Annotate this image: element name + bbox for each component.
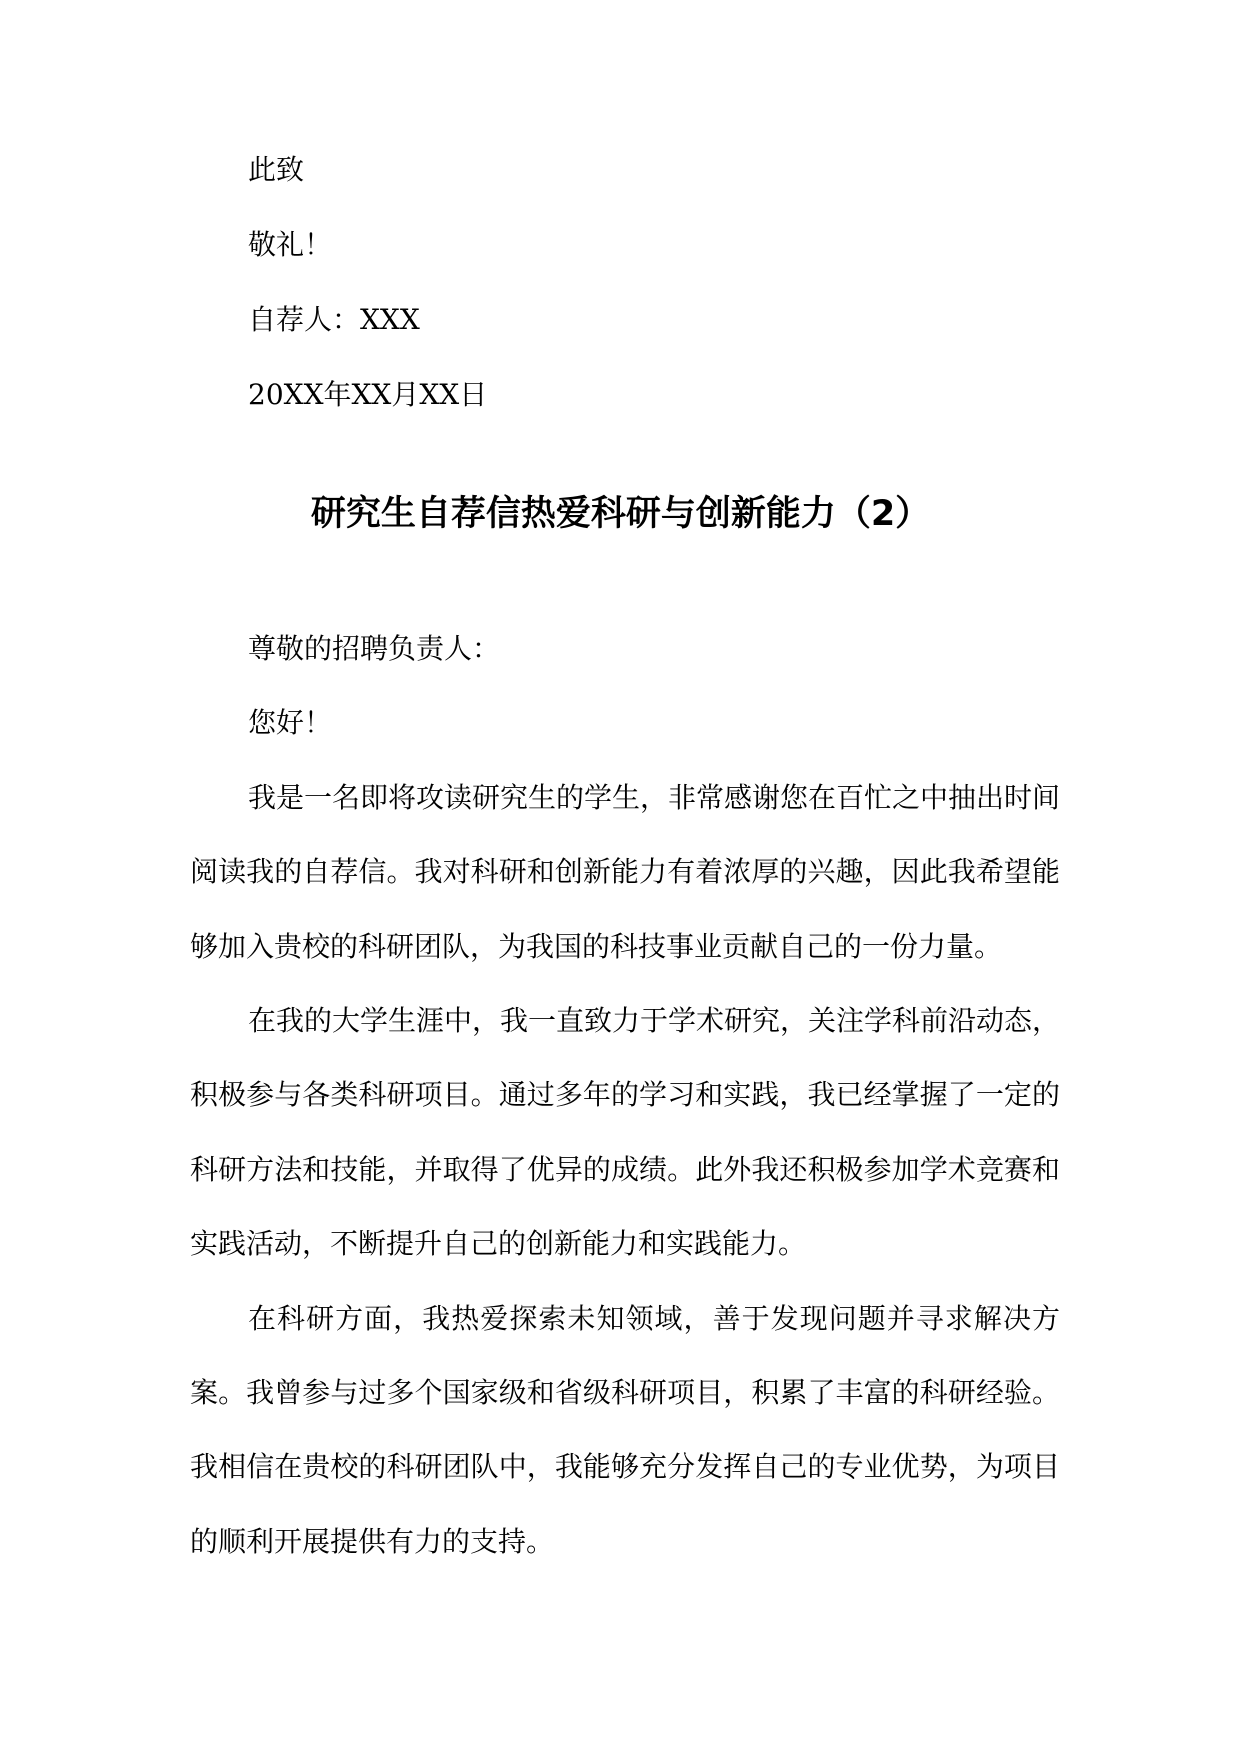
body-paragraph-3: 在科研方面，我热爱探索未知领域，善于发现问题并寻求解决方案。我曾参与过多个国家级和省级科研项目，积累了丰富的科研经验。我相信在贵校的科研团队中，我能够充分发挥自己的专业优势，为项目的顺利开展提供有力的支持。	[190, 1301, 1060, 1558]
greeting: 您好！	[248, 706, 333, 740]
letter-title: 研究生自荐信热爱科研与创新能力（2）	[310, 494, 931, 534]
body-paragraph-1: 我是一名即将攻读研究生的学生，非常感谢您在百忙之中抽出时间阅读我的自荐信。我对科研和创新能力有着浓厚的兴趣，因此我希望能够加入贵校的科研团队，为我国的科技事业贡献自己的一份力量。	[190, 780, 1061, 963]
greeting-recipient: 尊敬的招聘负责人：	[248, 632, 501, 665]
closing-salutation: 此致	[248, 153, 305, 186]
date-line: 20XX年XX月XX日	[248, 378, 488, 411]
signer-line: 自荐人：XXX	[248, 303, 420, 336]
closing-regards: 敬礼！	[248, 228, 333, 261]
letter-body	[190, 612, 1060, 1579]
body-paragraph-2: 在我的大学生涯中，我一直致力于学术研究，关注学科前沿动态，积极参与各类科研项目。通过多年的学习和实践，我已经掌握了一定的科研方法和技能，并取得了优异的成绩。此外我还积极参加学术竞赛和实践活动，不断提升自己的创新能力和实践能力。	[190, 1004, 1061, 1261]
